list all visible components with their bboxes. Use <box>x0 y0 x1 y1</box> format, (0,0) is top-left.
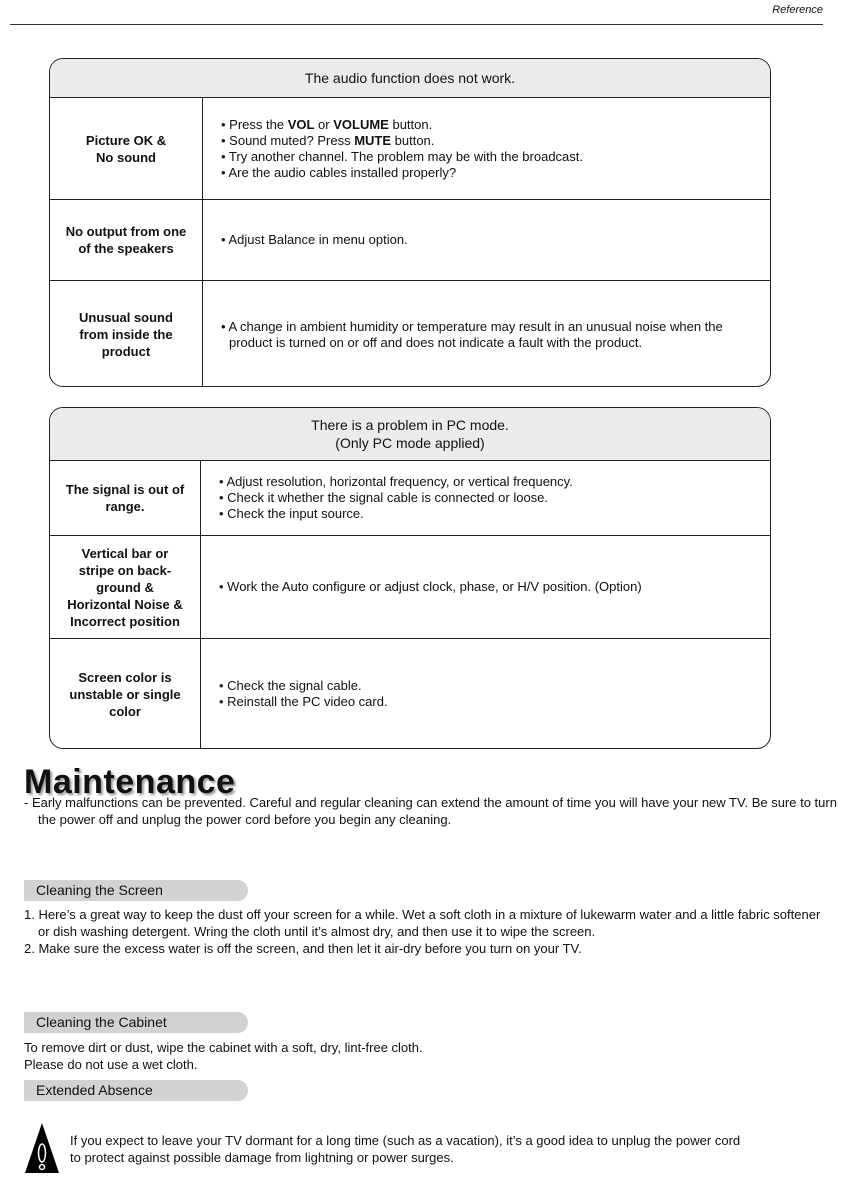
remedy-item <box>217 678 754 694</box>
remedy-text: • Sound muted? Press <box>221 132 355 148</box>
remedy-text: or <box>314 116 334 132</box>
cleaning-cabinet-text <box>24 1039 824 1073</box>
symptom-line: from inside the <box>79 327 173 342</box>
symptom-line: product <box>101 344 151 359</box>
page-section-label: Reference <box>772 4 823 16</box>
symptom-line: range. <box>105 499 145 514</box>
remedy-item <box>217 579 754 595</box>
pc-troubleshooting-table <box>49 407 771 749</box>
symptom-line: Incorrect position <box>70 613 180 629</box>
symptom-cell <box>50 98 203 199</box>
table-title-line: There is a problem in PC mode. <box>311 417 509 433</box>
text-line: To remove dirt or dust, wipe the cabinet with a soft, dry, lint-free cloth. <box>24 1040 423 1055</box>
remedy-item <box>217 506 754 522</box>
remedy-cell <box>201 461 770 535</box>
cleaning-screen-list <box>24 906 824 957</box>
list-item: 2. Make sure the excess water is off the screen, and then let it air-dry before you turn on your TV. <box>24 941 582 956</box>
remedy-text: VOLUME <box>333 116 389 132</box>
symptom-line: Horizontal Noise & <box>67 596 183 612</box>
symptom-line: Picture OK & <box>85 132 167 148</box>
extended-absence-text: If you expect to leave your TV dormant for a long time (such as a vacation), it’s a good idea to unplug the power cord to protect against possible damage from lightning or power surges. <box>70 1133 741 1165</box>
remedy-item <box>217 490 754 506</box>
remedy-item <box>219 117 754 133</box>
symptom-cell <box>50 281 203 387</box>
symptom-cell <box>50 200 203 280</box>
remedy-text: • Work the Auto configure or adjust clock, phase, or H/V position. (Option) <box>219 579 642 594</box>
table-title-line: (Only PC mode applied) <box>335 435 485 451</box>
header-rule <box>10 24 823 25</box>
symptom-line: stripe on back- <box>78 562 172 578</box>
table-row <box>50 536 770 639</box>
remedy-cell <box>201 536 770 638</box>
symptom-line: No output from one <box>65 224 187 239</box>
table-row <box>50 281 770 387</box>
symptom-line: Screen color is <box>78 669 172 685</box>
remedy-cell <box>203 98 770 199</box>
warning-icon <box>25 1123 59 1173</box>
symptom-line: Vertical bar or <box>81 545 169 561</box>
remedy-text: • Press the <box>221 116 288 132</box>
symptom-cell <box>50 461 201 535</box>
section-heading-cleaning-screen: Cleaning the Screen <box>24 880 248 901</box>
symptom-line: No sound <box>96 149 156 165</box>
remedy-text: • Adjust resolution, horizontal frequency, or vertical frequency. <box>219 474 573 489</box>
remedy-item <box>217 694 754 710</box>
remedy-text: MUTE <box>354 132 392 148</box>
symptom-cell <box>50 536 201 638</box>
table-row <box>50 461 770 536</box>
symptom-line: ground & <box>96 579 154 595</box>
section-heading-extended-absence: Extended Absence <box>24 1080 248 1101</box>
remedy-item <box>217 474 754 490</box>
remedy-cell <box>201 639 770 749</box>
remedy-cell <box>203 200 770 280</box>
remedy-item <box>219 232 754 248</box>
table-title-text: The audio function does not work. <box>304 70 516 86</box>
table-row <box>50 200 770 281</box>
remedy-text: VOL <box>287 116 315 132</box>
text-line: Please do not use a wet cloth. <box>24 1057 198 1072</box>
symptom-line: Unusual sound <box>79 310 173 325</box>
table-row <box>50 98 770 200</box>
audio-troubleshooting-table <box>49 58 771 387</box>
remedy-text: • Check it whether the signal cable is connected or loose. <box>219 490 549 505</box>
symptom-line: of the speakers <box>78 241 174 256</box>
remedy-text: • Try another channel. The problem may be with the broadcast. <box>221 148 584 164</box>
remedy-text: • Check the input source. <box>219 506 364 521</box>
remedy-text: • Adjust Balance in menu option. <box>221 232 408 247</box>
remedy-text: • Check the signal cable. <box>219 678 362 693</box>
maintenance-title: Maintenance <box>24 763 236 801</box>
remedy-item <box>219 133 754 149</box>
remedy-text: button. <box>388 116 433 132</box>
remedy-text: button. <box>391 132 435 148</box>
remedy-item <box>219 149 754 165</box>
table-title <box>50 59 770 98</box>
remedy-text: • Are the audio cables installed properly? <box>221 164 457 180</box>
remedy-text: • A change in ambient humidity or temperature may result in an unusual noise when the product is turned on or off and does not indicate a fault with the product. <box>221 318 723 350</box>
table-row <box>50 639 770 749</box>
remedy-item <box>219 319 754 351</box>
symptom-line: color <box>109 703 141 719</box>
remedy-text: • Reinstall the PC video card. <box>219 694 388 709</box>
symptom-cell <box>50 639 201 749</box>
table-title <box>50 408 770 461</box>
maintenance-intro: - Early malfunctions can be prevented. Careful and regular cleaning can extend the amount of time you will have your new TV. Be sure to turn the power off and unplug the power cord before you begin any cleaning. <box>24 795 837 827</box>
section-heading-cleaning-cabinet: Cleaning the Cabinet <box>24 1012 248 1033</box>
symptom-line: The signal is out of <box>65 482 185 497</box>
remedy-cell <box>203 281 770 387</box>
symptom-line: unstable or single <box>69 686 181 702</box>
remedy-item <box>219 165 754 181</box>
list-item: 1. Here’s a great way to keep the dust off your screen for a while. Wet a soft cloth in a mixture of lukewarm water and a little fabric softener or dish washing detergent. Wring the cloth until it’s almost dry, and then use it to wipe the screen. <box>24 907 821 939</box>
